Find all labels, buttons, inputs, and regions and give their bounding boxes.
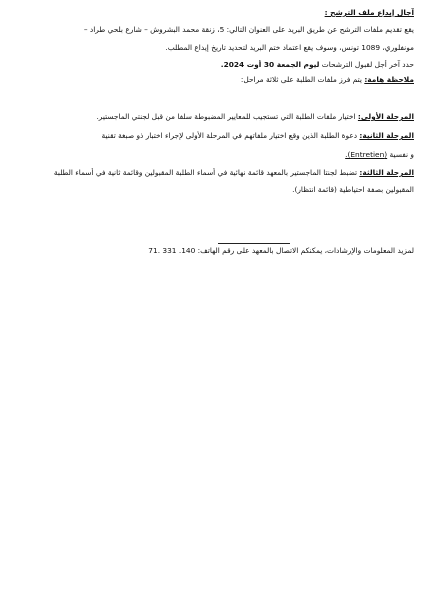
stage-1-text: اختيار ملفات الطلبة التي تستجيب للمعايير المضبوطة سلفا من قبل لجنتي الماجستير. (96, 112, 356, 121)
stage-3-continued: المقبولين بصفة احتياطية (قائمة انتظار). (292, 185, 414, 194)
deadline-line (10, 60, 414, 70)
note-line (10, 75, 414, 85)
stage-3 (10, 168, 414, 178)
section-heading: آجال إيداع ملف الترشح : (324, 8, 414, 17)
stage-2-label: المرحلة الثانية: (359, 131, 414, 140)
stage-2-line-2: و نفسية (389, 150, 414, 159)
address-line-2: مونفلوري، 1089 تونس، وسوف يقع اعتماد ختم البريد لتحديد تاريخ إيداع المطلب. (165, 43, 414, 52)
deadline-prefix: حدد آخر أجل لقبول الترشحات (321, 60, 414, 69)
stage-2-entretien: (Entretien). (345, 150, 388, 159)
stage-1-label: المرحلة الأولى: (357, 112, 414, 121)
stage-2 (10, 131, 414, 141)
divider-line (218, 243, 290, 244)
deadline-date: ليوم الجمعة 30 أوت 2024. (220, 60, 320, 69)
address-line-1: يقع تقديم ملفات الترشح عن طريق البريد على العنوان التالي: 5، زنقة محمد البشروش – شارع بلحي طراد – (83, 25, 414, 34)
stage-3-label: المرحلة الثالثة: (359, 168, 414, 177)
stage-2-continued (10, 150, 414, 160)
stage-3-text: تضبط لجنتا الماجستير بالمعهد قائمة نهائية في أسماء الطلبة المقبولين وقائمة ثانية في أسماء الطلبة (53, 168, 358, 177)
note-text: يتم فرز ملفات الطلبة على ثلاثة مراحل: (240, 75, 362, 84)
stage-1 (10, 112, 414, 122)
stage-2-text: دعوة الطلبة الذين وقع اختيار ملفاتهم في المرحلة الأولى لإجراء اختبار ذو صبغة تقنية (101, 131, 358, 140)
note-label: ملاحظة هامة: (364, 75, 414, 84)
contact-line: لمزيد المعلومات والإرشادات، يمكنكم الاتصال بالمعهد على رقم الهاتف: 140. 331 .71 (148, 246, 414, 255)
